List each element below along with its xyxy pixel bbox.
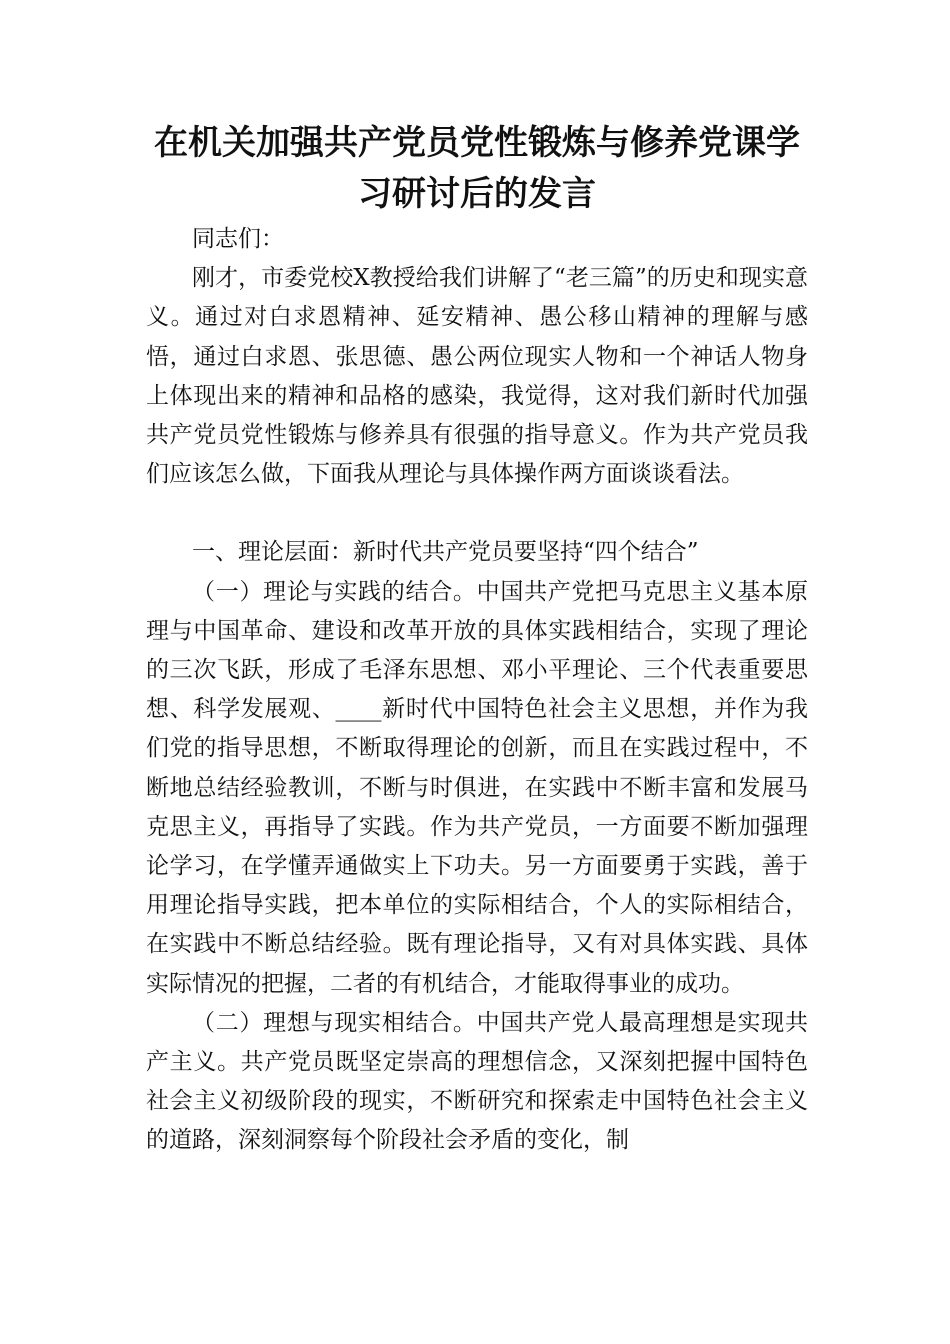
blank-line xyxy=(146,494,808,533)
section-paragraph-2: （二）理想与现实相结合。中国共产党人最高理想是实现共产主义。共产党员既坚定崇高的理想信念，又深刻把握中国特色社会主义初级阶段的现实，不断研究和探索走中国特色社会主义的道路，深刻洞察每个阶段社会矛盾的变化，制 xyxy=(146,1009,808,1154)
document-title xyxy=(146,118,808,220)
title-line-2: 习研讨后的发言 xyxy=(358,174,596,214)
salutation: 同志们： xyxy=(192,226,284,252)
section-heading: 一、理论层面：新时代共产党员要坚持“四个结合” xyxy=(192,539,699,566)
document-page xyxy=(146,118,808,1161)
title-line-1: 在机关加强共产党员党性锻炼与修养党课学 xyxy=(154,123,800,163)
document-body xyxy=(146,220,808,1161)
intro-paragraph: 刚才，市委党校X教授给我们讲解了“老三篇”的历史和现实意义。通过对白求恩精神、延安精神、愚公移山精神的理解与感悟，通过白求恩、张思德、愚公两位现实人物和一个神话人物身上体现出来的精神和品格的感染，我觉得，这对我们新时代加强共产党员党性锻炼与修养具有很强的指导意义。作为共产党员我们应该怎么做，下面我从理论与具体操作两方面谈谈看法。 xyxy=(146,265,808,488)
section-paragraph-1: （一）理论与实践的结合。中国共产党把马克思主义基本原理与中国革命、建设和改革开放的具体实践相结合，实现了理论的三次飞跃，形成了毛泽东思想、邓小平理论、三个代表重要思想、科学发展观、____新时代中国特色社会主义思想，并作为我们党的指导思想，不断取得理论的创新，而且在实践过程中，不断地总结经验教训，不断与时俱进，在实践中不断丰富和发展马克思主义，再指导了实践。作为共产党员，一方面要不断加强理论学习，在学懂弄通做实上下功夫。另一方面要勇于实践，善于用理论指导实践，把本单位的实际相结合，个人的实际相结合，在实践中不断总结经验。既有理论指导，又有对具体实践、具体实际情况的把握，二者的有机结合，才能取得事业的成功。 xyxy=(146,578,808,997)
